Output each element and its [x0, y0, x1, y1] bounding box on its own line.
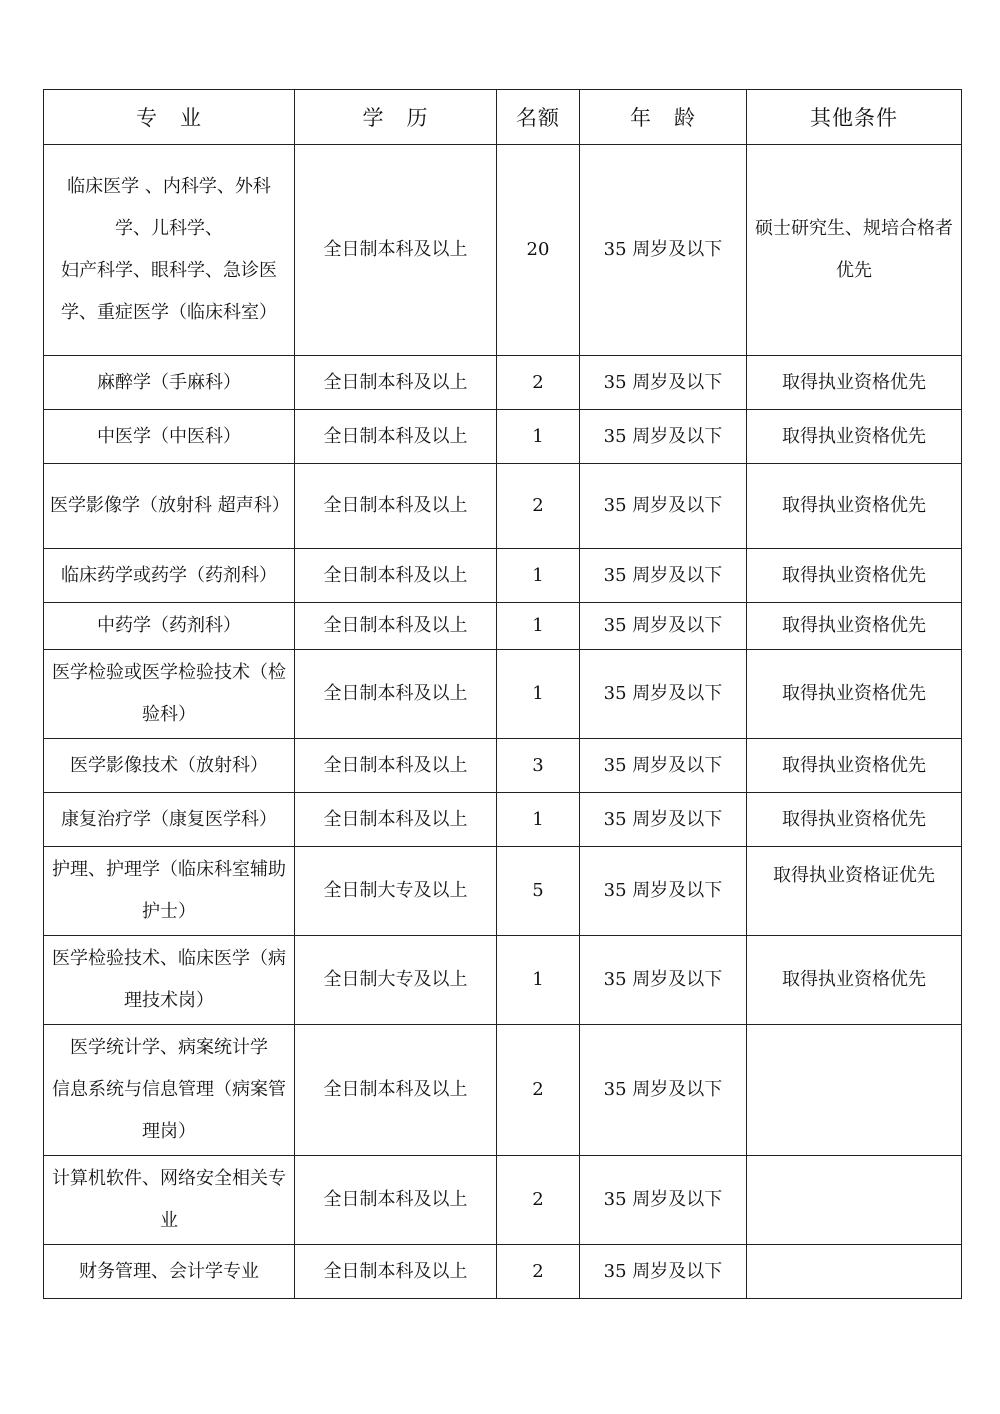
cell-major: 康复治疗学（康复医学科）	[44, 793, 295, 847]
cell-quota: 2	[497, 1245, 580, 1299]
cell-age: 35 周岁及以下	[580, 936, 747, 1025]
cell-age: 35 周岁及以下	[580, 145, 747, 356]
cell-quota: 1	[497, 793, 580, 847]
cell-other: 取得执业资格证优先	[747, 847, 962, 936]
cell-other: 取得执业资格优先	[747, 549, 962, 603]
cell-age: 35 周岁及以下	[580, 464, 747, 549]
cell-major: 医学影像学（放射科 超声科）	[44, 464, 295, 549]
cell-quota: 1	[497, 410, 580, 464]
table-row	[44, 739, 962, 793]
header-other-conditions: 其他条件	[747, 90, 962, 145]
cell-quota: 3	[497, 739, 580, 793]
cell-quota: 5	[497, 847, 580, 936]
cell-major: 临床药学或药学（药剂科）	[44, 549, 295, 603]
cell-other: 取得执业资格优先	[747, 650, 962, 739]
cell-age: 35 周岁及以下	[580, 793, 747, 847]
cell-education: 全日制本科及以上	[295, 1245, 497, 1299]
cell-education: 全日制本科及以上	[295, 739, 497, 793]
cell-major: 护理、护理学（临床科室辅助护士）	[44, 847, 295, 936]
cell-quota: 2	[497, 464, 580, 549]
cell-major: 临床医学 、内科学、外科学、儿科学、 妇产科学、眼科学、急诊医学、重症医学（临床科室）	[44, 145, 295, 356]
table-row	[44, 1245, 962, 1299]
cell-age: 35 周岁及以下	[580, 650, 747, 739]
cell-other: 取得执业资格优先	[747, 356, 962, 410]
table-row	[44, 603, 962, 650]
cell-major: 医学统计学、病案统计学 信息系统与信息管理（病案管理岗）	[44, 1025, 295, 1156]
cell-education: 全日制本科及以上	[295, 549, 497, 603]
cell-age: 35 周岁及以下	[580, 847, 747, 936]
cell-quota: 1	[497, 603, 580, 650]
cell-education: 全日制本科及以上	[295, 1156, 497, 1245]
cell-education: 全日制本科及以上	[295, 145, 497, 356]
cell-quota: 20	[497, 145, 580, 356]
cell-age: 35 周岁及以下	[580, 356, 747, 410]
header-education: 学 历	[295, 90, 497, 145]
table-row	[44, 464, 962, 549]
cell-education: 全日制本科及以上	[295, 603, 497, 650]
cell-other: 取得执业资格优先	[747, 410, 962, 464]
cell-major: 医学影像技术（放射科）	[44, 739, 295, 793]
cell-other	[747, 1025, 962, 1156]
cell-age: 35 周岁及以下	[580, 739, 747, 793]
cell-other: 取得执业资格优先	[747, 793, 962, 847]
header-quota: 名额	[497, 90, 580, 145]
cell-other	[747, 1245, 962, 1299]
table-header-row	[44, 90, 962, 145]
cell-quota: 2	[497, 356, 580, 410]
header-major: 专 业	[44, 90, 295, 145]
cell-education: 全日制本科及以上	[295, 410, 497, 464]
table-row	[44, 847, 962, 936]
cell-age: 35 周岁及以下	[580, 549, 747, 603]
cell-quota: 1	[497, 650, 580, 739]
table-row	[44, 936, 962, 1025]
table-row	[44, 145, 962, 356]
cell-major: 计算机软件、网络安全相关专业	[44, 1156, 295, 1245]
cell-other: 取得执业资格优先	[747, 739, 962, 793]
cell-major: 医学检验技术、临床医学（病理技术岗）	[44, 936, 295, 1025]
cell-major: 麻醉学（手麻科）	[44, 356, 295, 410]
table-row	[44, 356, 962, 410]
cell-education: 全日制大专及以上	[295, 847, 497, 936]
table-row	[44, 410, 962, 464]
cell-education: 全日制本科及以上	[295, 650, 497, 739]
cell-other: 取得执业资格优先	[747, 464, 962, 549]
cell-major: 中药学（药剂科）	[44, 603, 295, 650]
cell-age: 35 周岁及以下	[580, 603, 747, 650]
cell-education: 全日制本科及以上	[295, 464, 497, 549]
cell-quota: 1	[497, 936, 580, 1025]
table-row	[44, 650, 962, 739]
cell-age: 35 周岁及以下	[580, 1245, 747, 1299]
cell-age: 35 周岁及以下	[580, 1156, 747, 1245]
cell-other: 取得执业资格优先	[747, 603, 962, 650]
cell-age: 35 周岁及以下	[580, 410, 747, 464]
cell-quota: 1	[497, 549, 580, 603]
cell-other: 硕士研究生、规培合格者优先	[747, 145, 962, 356]
recruitment-table	[43, 89, 962, 1299]
header-age: 年 龄	[580, 90, 747, 145]
cell-education: 全日制本科及以上	[295, 793, 497, 847]
table-row	[44, 549, 962, 603]
cell-major: 财务管理、会计学专业	[44, 1245, 295, 1299]
table-row	[44, 793, 962, 847]
cell-major: 医学检验或医学检验技术（检验科）	[44, 650, 295, 739]
cell-other: 取得执业资格优先	[747, 936, 962, 1025]
cell-quota: 2	[497, 1156, 580, 1245]
cell-education: 全日制本科及以上	[295, 356, 497, 410]
cell-quota: 2	[497, 1025, 580, 1156]
cell-major: 中医学（中医科）	[44, 410, 295, 464]
cell-other	[747, 1156, 962, 1245]
table-row	[44, 1156, 962, 1245]
cell-education: 全日制本科及以上	[295, 1025, 497, 1156]
cell-education: 全日制大专及以上	[295, 936, 497, 1025]
cell-age: 35 周岁及以下	[580, 1025, 747, 1156]
table-row	[44, 1025, 962, 1156]
